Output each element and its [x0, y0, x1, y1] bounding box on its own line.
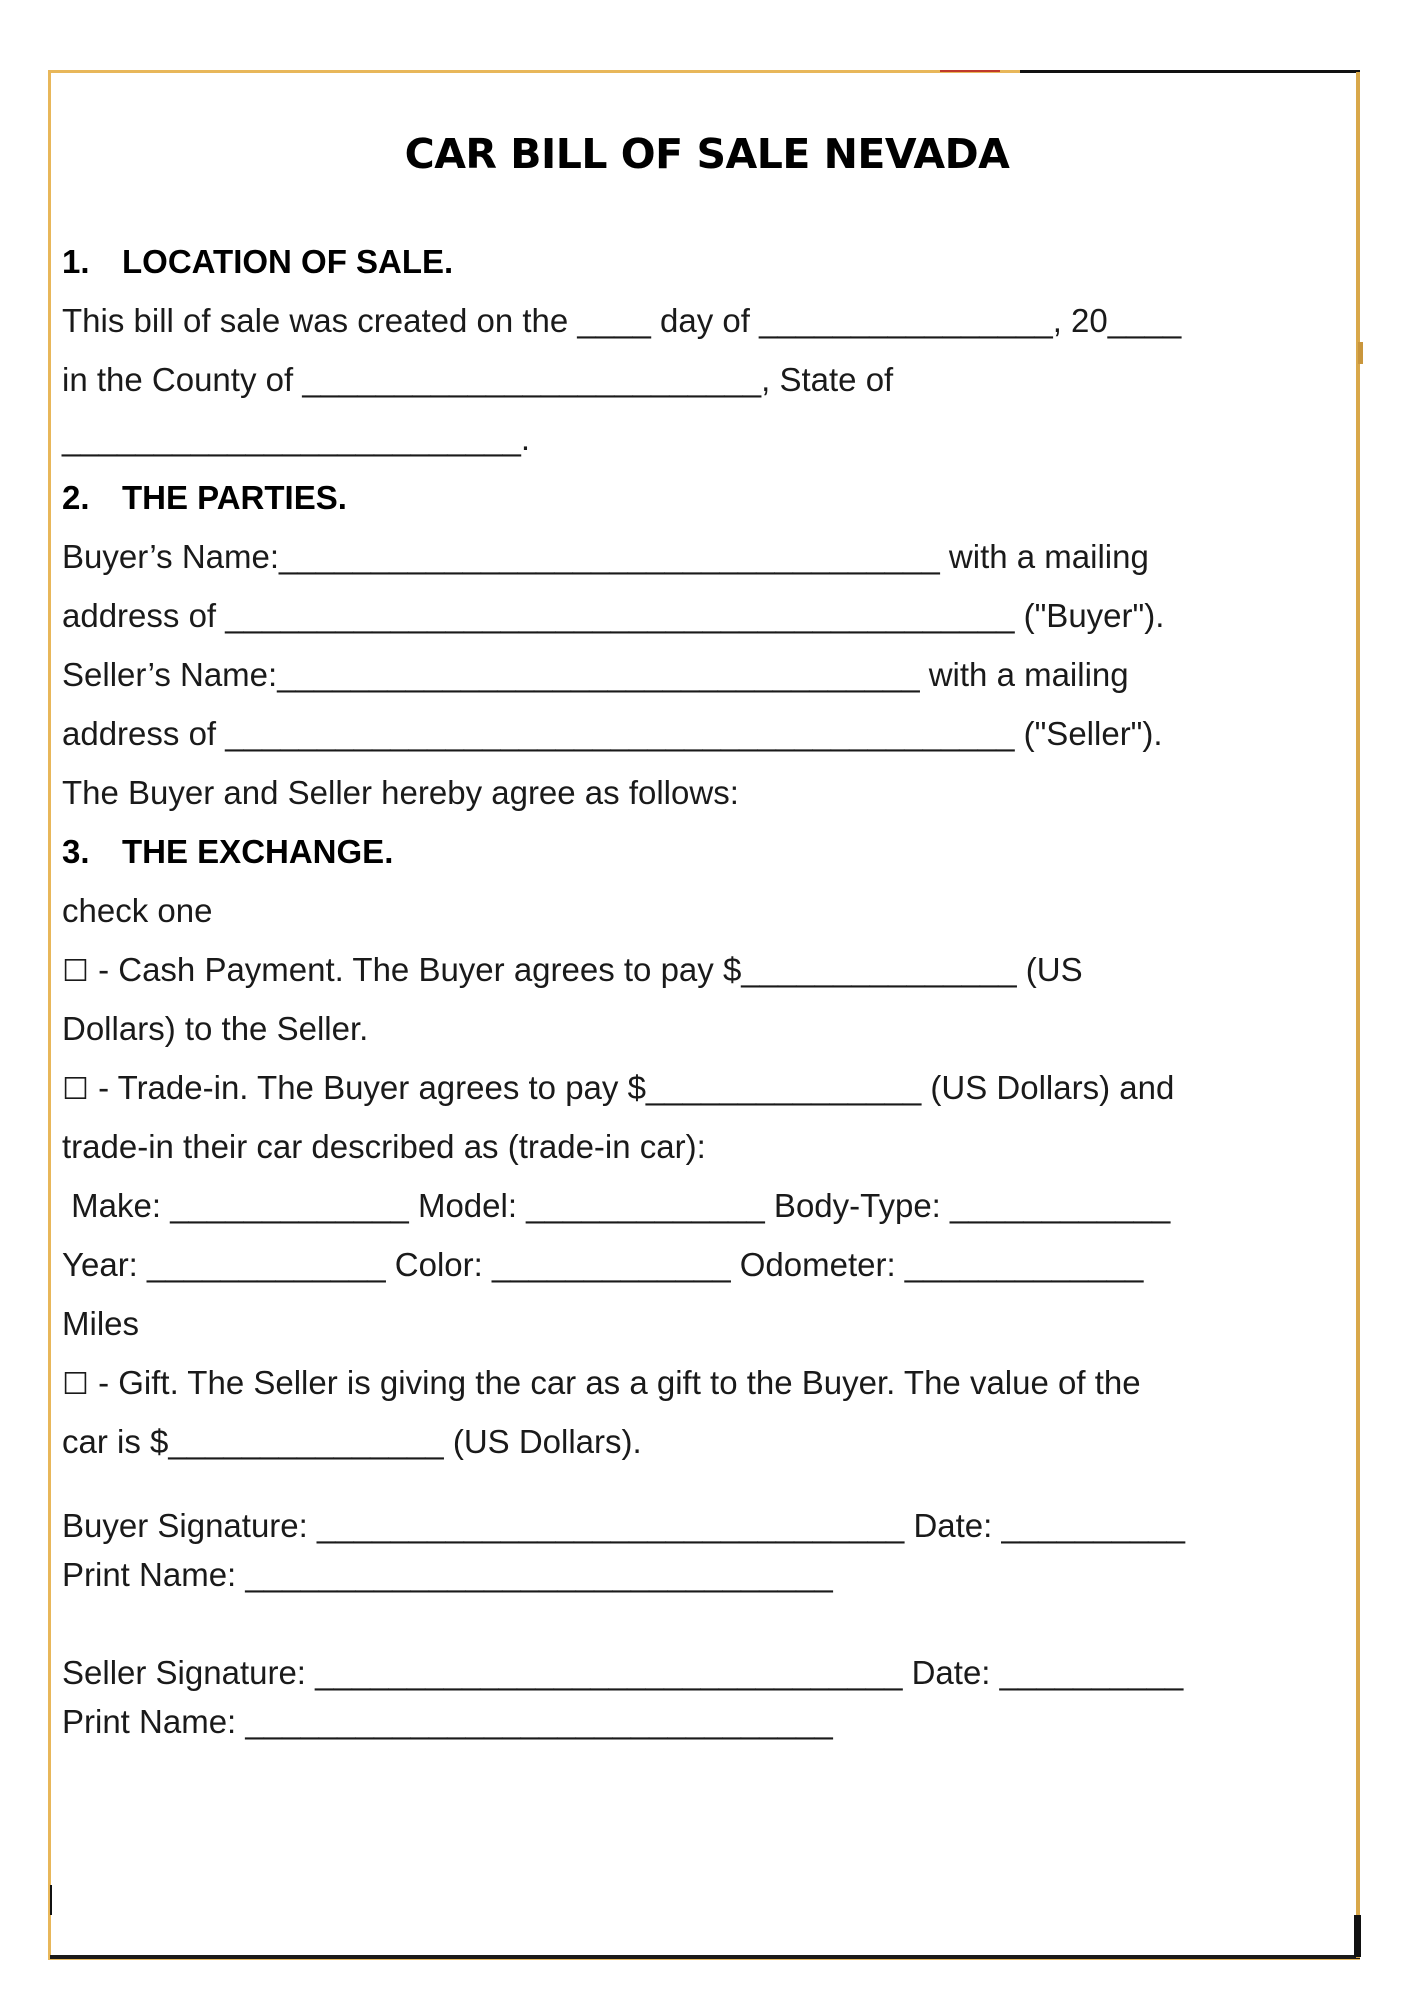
- section-2-number: 2.: [62, 479, 90, 516]
- bottom-edge: [50, 1955, 1360, 1959]
- document-title: CAR BILL OF SALE NEVADA: [404, 130, 1010, 178]
- state-blank-line: _________________________.: [62, 420, 530, 457]
- corner-mark-bottom-right: [1354, 1915, 1361, 1957]
- section-1-title: LOCATION OF SALE.: [122, 243, 454, 280]
- cash-payment-text: - Cash Payment. The Buyer agrees to pay $_______________ (US: [88, 951, 1083, 988]
- corner-mark-bottom-left: [50, 1885, 52, 1915]
- gift-checkbox[interactable]: ☐: [62, 1367, 89, 1402]
- trade-in-text: - Trade-in. The Buyer agrees to pay $_______________ (US Dollars) and: [88, 1069, 1175, 1106]
- seller-name-line: Seller’s Name:___________________________________ with a mailing: [62, 656, 1129, 693]
- section-3-title: THE EXCHANGE.: [122, 833, 394, 870]
- section-2-title: THE PARTIES.: [122, 479, 347, 516]
- check-one-label: check one: [62, 892, 213, 929]
- agreement-line: The Buyer and Seller hereby agree as follows:: [62, 774, 739, 811]
- section-1-heading: [62, 242, 453, 282]
- buyer-signature-line: Buyer Signature: ________________________________ Date: __________: [62, 1507, 1186, 1544]
- section-1-number: 1.: [62, 243, 90, 280]
- gift-option: [62, 1363, 1141, 1405]
- top-edge-accent: [940, 70, 1000, 72]
- trade-in-text-cont: trade-in their car described as (trade-in car):: [62, 1128, 706, 1165]
- seller-print-name-line: Print Name: ________________________________: [62, 1703, 833, 1740]
- sale-date-line: This bill of sale was created on the ____ day of ________________, 20____: [62, 302, 1182, 339]
- edge-tab-mark: [1358, 342, 1363, 364]
- seller-address-line: address of ___________________________________________ ("Seller").: [62, 715, 1163, 752]
- section-3-heading: [62, 832, 393, 872]
- section-3-number: 3.: [62, 833, 90, 870]
- trade-in-make-model-line: Make: _____________ Model: _____________ Body-Type: ____________: [62, 1187, 1171, 1224]
- gift-value-line: car is $_______________ (US Dollars).: [62, 1423, 642, 1460]
- buyer-address-line: address of ___________________________________________ ("Buyer").: [62, 597, 1165, 634]
- trade-in-miles-label: Miles: [62, 1305, 140, 1342]
- gift-text: - Gift. The Seller is giving the car as a gift to the Buyer. The value of the: [88, 1364, 1141, 1401]
- trade-in-checkbox[interactable]: ☐: [62, 1072, 89, 1107]
- seller-signature-line: Seller Signature: ________________________________ Date: __________: [62, 1654, 1184, 1691]
- cash-payment-text-cont: Dollars) to the Seller.: [62, 1010, 369, 1047]
- cash-payment-option: [62, 950, 1083, 992]
- buyer-print-name-line: Print Name: ________________________________: [62, 1556, 833, 1593]
- trade-in-year-color-line: Year: _____________ Color: _____________ Odometer: _____________: [62, 1246, 1144, 1283]
- buyer-name-line: Buyer’s Name:____________________________________ with a mailing: [62, 538, 1149, 575]
- section-2-heading: [62, 478, 347, 518]
- cash-checkbox[interactable]: ☐: [62, 954, 89, 989]
- trade-in-option: [62, 1068, 1174, 1110]
- top-edge-mark: [1020, 70, 1360, 73]
- county-state-line: in the County of _________________________, State of: [62, 361, 894, 398]
